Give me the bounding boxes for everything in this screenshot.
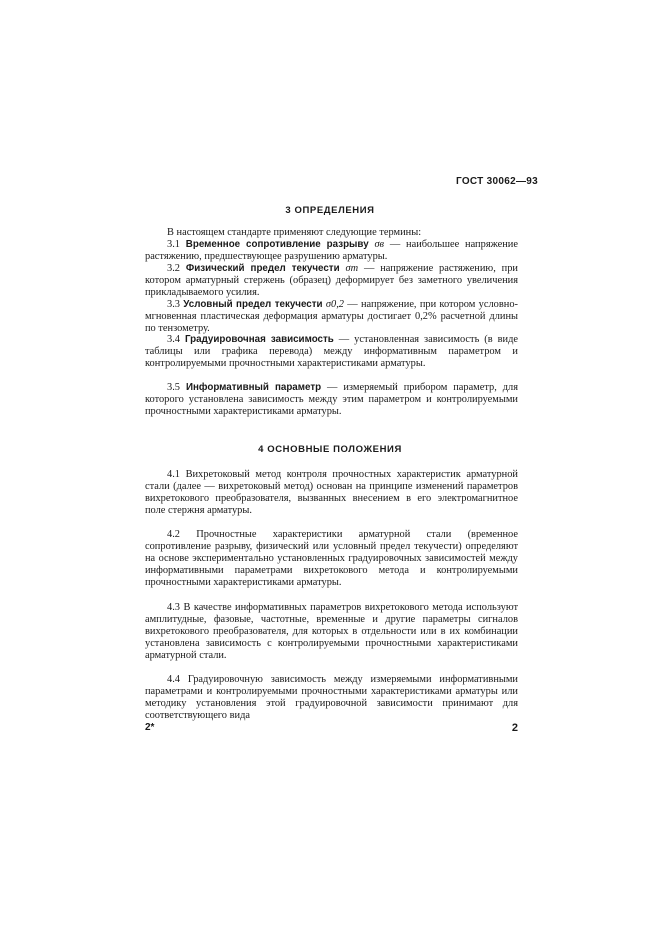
item-number: 3.5 <box>167 382 180 393</box>
item-number: 4.4 <box>167 674 180 685</box>
definition-3-3 <box>145 299 518 335</box>
definition-text: — напряжение, при котором условно-мгновенная пластическая деформация арматуры достигает 0,2% расчетной длины по тензометру. <box>145 299 518 334</box>
page-number: 2 <box>511 722 518 734</box>
item-number: 4.1 <box>167 469 180 480</box>
definition-symbol: σт <box>345 263 359 274</box>
clause-text: В качестве информативных параметров вихретокового метода используют амплитудные, фазовые, частотные, временные и другие параметры сигналов вихретокового преобразователя, для которых в отдельности или в их комбинации установлена зависимость с контролируемыми прочностными характеристиками арматурной стали. <box>145 602 518 661</box>
item-number: 3.4 <box>167 334 180 345</box>
clause-text: Градуировочную зависимость между измеряемыми информативными параметрами и контролируемыми прочностными характеристиками арматуры или методику установления этой градуировочной зависимости принимают для соответствующего вида <box>145 674 518 721</box>
standard-code: ГОСТ 30062—93 <box>455 176 538 187</box>
clause-text: Прочностные характеристики арматурной стали (временное сопротивление разрыву, физический или условный предел текучести) определяют на основе экспериментально установленных градуировочных зависимостей между информативными параметрами вихретокового метода и контролируемыми прочностными характеристиками арматуры. <box>145 529 518 588</box>
definition-text: — напряжение растяжению, при котором арматурный стержень (образец) деформирует без заметного увеличения прикладываемого усилия. <box>145 263 518 298</box>
section-3-intro: В настоящем стандарте применяют следующие термины: <box>167 227 422 238</box>
clause-4-3 <box>145 602 518 662</box>
item-number: 3.2 <box>167 263 180 274</box>
definition-term: Условный предел текучести <box>183 299 323 310</box>
clause-4-4 <box>145 674 518 722</box>
definition-symbol: σв <box>374 239 385 250</box>
definition-term: Градуировочная зависимость <box>184 334 334 345</box>
definition-text: — наибольшее напряжение растяжению, предшествующее разрушению арматуры. <box>145 239 518 262</box>
definition-text: — установленная зависимость (в виде таблицы или графика перевода) между информативным параметром и контролируемыми прочностными характеристиками арматуры. <box>145 334 519 369</box>
definition-text: — измеряемый прибором параметр, для которого установлена зависимость между этим параметром и контролируемыми прочностными характеристиками арматуры. <box>145 382 519 417</box>
definition-term: Временное сопротивление разрыву <box>185 239 369 250</box>
definition-3-1 <box>145 239 518 263</box>
signature-mark: 2* <box>145 722 155 733</box>
definition-term: Физический предел текучести <box>185 263 340 274</box>
definition-3-4 <box>145 334 518 370</box>
clause-text: Вихретоковый метод контроля прочностных характеристик арматурной стали (далее — вихретоковый метод) основан на принципе изменений параметров вихретокового преобразователя, вызванных внесением в его электромагнитное поле стержня арматуры. <box>145 469 518 516</box>
clause-4-1 <box>145 469 518 517</box>
section-4-title: 4 ОСНОВНЫЕ ПОЛОЖЕНИЯ <box>258 444 402 455</box>
item-number: 3.1 <box>167 239 180 250</box>
item-number: 3.3 <box>167 299 180 310</box>
item-number: 4.2 <box>167 529 180 540</box>
clause-4-2 <box>145 529 518 589</box>
definition-3-5 <box>145 382 518 418</box>
definition-3-2 <box>145 263 518 299</box>
definition-term: Информативный параметр <box>185 382 322 393</box>
definition-symbol: σ0,2 <box>325 299 344 310</box>
section-3-title: 3 ОПРЕДЕЛЕНИЯ <box>285 205 375 216</box>
item-number: 4.3 <box>167 602 180 613</box>
